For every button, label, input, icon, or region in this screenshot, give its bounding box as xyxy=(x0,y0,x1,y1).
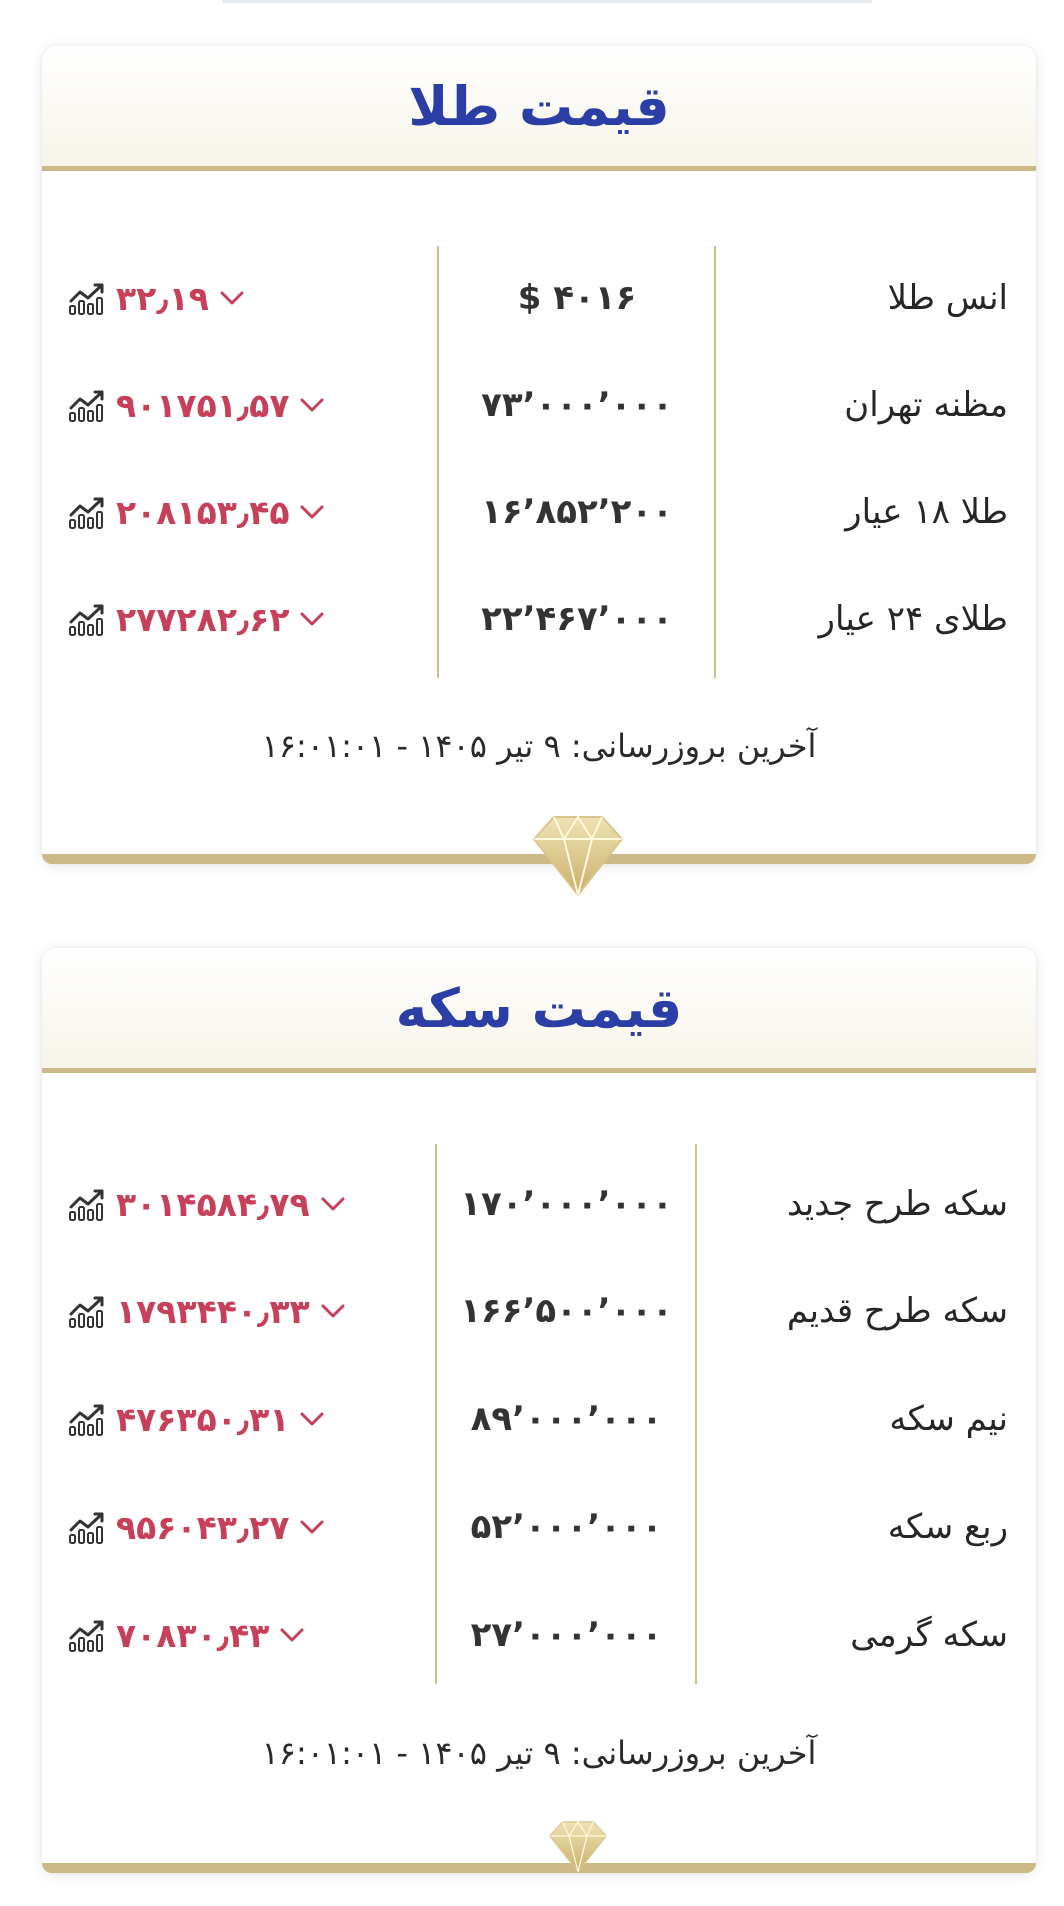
bar-chart-trend-icon[interactable] xyxy=(68,1294,106,1328)
chevron-down-icon xyxy=(320,1196,346,1212)
item-price: ۱۶٬۸۵۲٬۲۰۰ xyxy=(481,492,673,532)
item-name: انس طلا xyxy=(887,278,1008,318)
item-price: ۵۲٬۰۰۰٬۰۰۰ xyxy=(470,1507,663,1547)
bar-chart-trend-icon[interactable] xyxy=(68,1187,106,1221)
bar-chart-trend-icon[interactable] xyxy=(68,495,106,529)
diamond-icon xyxy=(532,811,624,897)
coin-price-card xyxy=(42,948,1036,1873)
item-price: ۸۹٬۰۰۰٬۰۰۰ xyxy=(470,1399,663,1439)
change-cell xyxy=(68,589,325,649)
gold-card-title: قیمت طلا xyxy=(408,74,670,138)
bar-chart-trend-icon[interactable] xyxy=(68,1510,106,1544)
item-name: سکه طرح جدید xyxy=(786,1184,1008,1224)
diamond-icon xyxy=(532,1818,624,1873)
bar-chart-trend-icon[interactable] xyxy=(68,1618,106,1652)
chevron-down-icon xyxy=(299,397,325,413)
change-cell xyxy=(68,268,245,328)
item-price: $ ۴۰۱۶ xyxy=(517,278,637,318)
item-price: ۲۷٬۰۰۰٬۰۰۰ xyxy=(470,1615,663,1655)
table-row xyxy=(42,589,1036,649)
change-cell xyxy=(68,1389,325,1449)
item-price: ۷۳٬۰۰۰٬۰۰۰ xyxy=(481,385,673,425)
change-value: ۳۲٫۱۹ xyxy=(116,278,209,318)
chevron-down-icon xyxy=(320,1303,346,1319)
bar-chart-trend-icon[interactable] xyxy=(68,1402,106,1436)
bar-chart-trend-icon[interactable] xyxy=(68,281,106,315)
item-name: سکه گرمی xyxy=(850,1615,1008,1655)
bar-chart-trend-icon[interactable] xyxy=(68,602,106,636)
table-row xyxy=(42,1605,1036,1665)
change-value: ۲۷۷۲۸۲٫۶۲ xyxy=(116,599,290,639)
change-cell xyxy=(68,1605,305,1665)
change-value: ۹۰۱۷۵۱٫۵۷ xyxy=(116,385,290,425)
change-cell xyxy=(68,1174,346,1234)
item-price: ۱۷۰٬۰۰۰٬۰۰۰ xyxy=(460,1184,673,1224)
change-cell xyxy=(68,375,325,435)
gold-card-header xyxy=(42,46,1036,171)
chevron-down-icon xyxy=(299,611,325,627)
item-name: ربع سکه xyxy=(887,1507,1008,1547)
chevron-down-icon xyxy=(299,1411,325,1427)
item-price: ۲۲٬۴۶۷٬۰۰۰ xyxy=(481,599,673,639)
last-updated-text: آخرین بروزرسانی: ۹ تیر ۱۴۰۵ - ۱۶:۰۱:۰۱ xyxy=(261,727,817,765)
item-name: نیم سکه xyxy=(889,1399,1008,1439)
coin-card-title: قیمت سکه xyxy=(395,976,683,1040)
item-name: طلا ۱۸ عیار xyxy=(845,492,1008,532)
table-row xyxy=(42,1174,1036,1234)
change-value: ۷۰۸۳۰٫۴۳ xyxy=(116,1615,270,1655)
change-value: ۳۰۱۴۵۸۴٫۷۹ xyxy=(116,1184,310,1224)
table-row xyxy=(42,1281,1036,1341)
bar-chart-trend-icon[interactable] xyxy=(68,388,106,422)
last-updated-text: آخرین بروزرسانی: ۹ تیر ۱۴۰۵ - ۱۶:۰۱:۰۱ xyxy=(261,1734,817,1772)
chevron-down-icon xyxy=(219,290,245,306)
table-row xyxy=(42,482,1036,542)
chevron-down-icon xyxy=(299,504,325,520)
item-name: مظنه تهران xyxy=(844,385,1008,425)
change-value: ۱۷۹۳۴۴۰٫۳۳ xyxy=(116,1291,310,1331)
chevron-down-icon xyxy=(299,1519,325,1535)
item-name: سکه طرح قدیم xyxy=(786,1291,1008,1331)
chevron-down-icon xyxy=(279,1627,305,1643)
table-row xyxy=(42,1389,1036,1449)
change-value: ۴۷۶۳۵۰٫۳۱ xyxy=(116,1399,290,1439)
table-row xyxy=(42,1497,1036,1557)
change-cell xyxy=(68,1281,346,1341)
item-price: ۱۶۶٬۵۰۰٬۰۰۰ xyxy=(460,1291,673,1331)
change-value: ۲۰۸۱۵۳٫۴۵ xyxy=(116,492,290,532)
gold-price-card xyxy=(42,46,1036,864)
table-row xyxy=(42,375,1036,435)
table-row xyxy=(42,268,1036,328)
change-value: ۹۵۶۰۴۳٫۲۷ xyxy=(116,1507,290,1547)
change-cell xyxy=(68,1497,325,1557)
top-divider xyxy=(222,0,872,3)
coin-card-header xyxy=(42,948,1036,1073)
item-name: طلای ۲۴ عیار xyxy=(818,599,1008,639)
change-cell xyxy=(68,482,325,542)
